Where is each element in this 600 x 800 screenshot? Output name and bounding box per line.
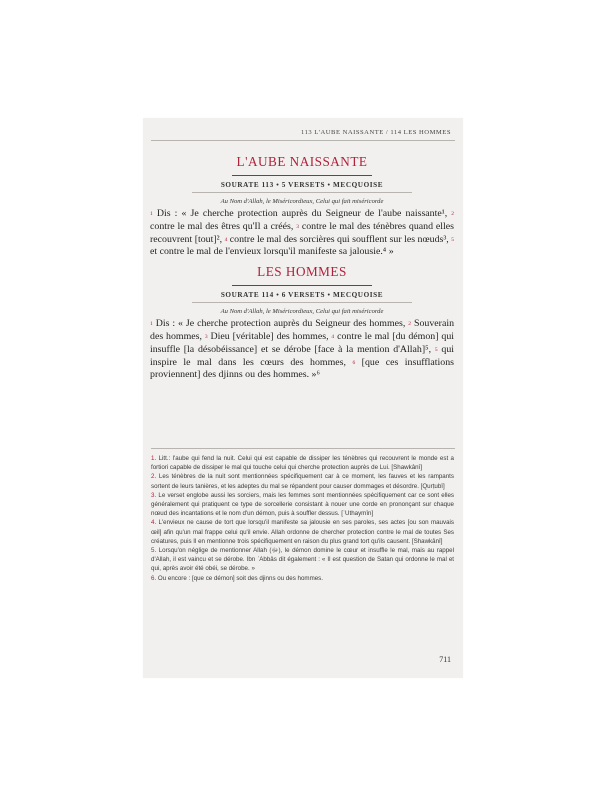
footnote <box>151 472 454 490</box>
verse-number: 3 <box>296 223 299 230</box>
verse-segment: qui inspire le mal dans les cœurs des hommes, <box>150 343 454 368</box>
page-number: 711 <box>439 655 451 664</box>
footnote-text: Litt.: l'aube qui fend la nuit. Celui qui est capable de dissiper les ténèbres qui recouvrent le monde est a fortiori capable de dissiper le mal qui touche celui qui cherche protection auprès de Lui. [Shawkânî] <box>151 455 454 472</box>
verse-number: 1 <box>150 321 153 328</box>
surah-section-114 <box>150 264 454 381</box>
footnote-text: Les ténèbres de la nuit sont mentionnées spécifiquement car à ce moment, les fauves et les rampants sortent de leurs tanières, et les adeptes du mal se répandent pour causer dommages et désordre. [Qurṭubî] <box>151 473 454 490</box>
footnote-number: 3. <box>151 491 157 499</box>
title-rule <box>232 175 372 176</box>
basmala: Au Nom d'Allah, le Miséricordieux, Celui qui fait miséricorde <box>220 308 384 316</box>
basmala: Au Nom d'Allah, le Miséricordieux, Celui qui fait miséricorde <box>220 198 384 205</box>
surah-section-113 <box>150 154 454 258</box>
surah-subtitle: SOURATE 113 • 5 VERSETS • MECQUOISE <box>220 181 384 189</box>
verse-segment: contre le mal des êtres qu'Il a créés, <box>150 220 297 232</box>
surah-title: L'AUBE NAISSANTE <box>236 154 368 169</box>
verse-number: 2 <box>408 321 412 328</box>
verse-number: 5 <box>451 236 455 243</box>
verse-segment: Dis : « Je cherche protection auprès du Seigneur de l'aube naissante¹, <box>156 208 452 219</box>
verse-number: 2 <box>451 211 455 217</box>
verse-number: 5 <box>434 346 438 353</box>
footnote <box>151 454 454 472</box>
verse-segment: contre le mal des ténèbres quand elles recouvrent [tout]², <box>150 220 455 245</box>
footnote-number: 2. <box>151 473 157 481</box>
verse-number: 6 <box>352 359 356 366</box>
verse-number: 3 <box>204 333 208 340</box>
page-content <box>150 154 454 381</box>
subtitle-rule <box>192 302 412 303</box>
footnote <box>151 574 454 583</box>
verse-text <box>150 318 454 381</box>
footnote-number: 5. <box>151 547 157 555</box>
verse-segment: Dis : « Je cherche protection auprès du Seigneur des hommes, <box>155 318 409 330</box>
footnote-number: 6. <box>151 574 157 582</box>
surah-title: LES HOMMES <box>257 264 347 280</box>
header-rule <box>151 140 455 141</box>
verse-number: 1 <box>150 211 153 217</box>
footnote-number: 1. <box>151 455 157 462</box>
verse-segment: Dieu [véritable] des hommes, <box>210 330 332 342</box>
footnote <box>151 546 454 574</box>
footnote-number: 4. <box>151 519 157 527</box>
subtitle-rule <box>192 192 412 193</box>
footnotes <box>151 454 454 583</box>
title-rule <box>232 285 372 286</box>
footnote <box>151 491 454 519</box>
footnote-text: L'envieux ne cause de tort que lorsqu'il manifeste sa jalousie en ses paroles, ses actes [ou son mauvais œil] afin qu'un mal frappe celui qu'il envie. Allah ordonne de chercher protection contre le mal de toutes Ses créatures, puis Il en mentionne trois spécifiquement en raison du plus grand tort qu'ils causent. [Shawkânî] <box>151 519 454 545</box>
footnote-text: Lorsqu'on néglige de mentionner Allah (ﷻ), le démon domine le cœur et insuffle le mal, mais au rappel d'Allah, il est vaincu et se dérobe. Ibn ʿAbbâs dit également : « Il est question de Satan qui ordonne le mal et qui, après avoir été obéi, se dérobe. » <box>151 547 454 573</box>
footnotes-rule <box>151 448 455 449</box>
verse-segment: contre le mal des sorcières qui soufflent sur les nœuds³, <box>229 233 452 245</box>
verse-text <box>150 208 454 258</box>
book-page <box>143 118 463 678</box>
verse-number: 4 <box>224 236 228 243</box>
footnote <box>151 518 454 546</box>
footnote-text: Le verset englobe aussi les sorciers, mais les femmes sont mentionnées spécifiquement car ce sont elles généralement qui pratiquent ce type de sorcellerie consistant à nouer une corde en prononçant sur chaque nœud des incantations et le nom d'un démon, puis à souffler dessus. [ʿUthaymîn] <box>151 491 454 518</box>
verse-segment: [que ces insufflations proviennent] des djinns ou des hommes. »⁶ <box>150 356 454 381</box>
running-header: 113 L'AUBE NAISSANTE / 114 LES HOMMES <box>301 129 451 136</box>
verse-segment: contre le mal [du démon] qui insuffle [la désobéissance] et se dérobe [face à la mention d'Allah]⁵, <box>150 330 455 355</box>
verse-number: 4 <box>331 333 335 340</box>
verse-segment: et contre le mal de l'envieux lorsqu'il manifeste sa jalousie.⁴ » <box>150 246 394 258</box>
surah-subtitle: SOURATE 114 • 6 VERSETS • MECQUOISE <box>220 291 384 300</box>
footnote-text: Ou encore : [que ce démon] soit des djinns ou des hommes. <box>157 574 323 582</box>
verse-segment: Souverain des hommes, <box>150 318 455 342</box>
